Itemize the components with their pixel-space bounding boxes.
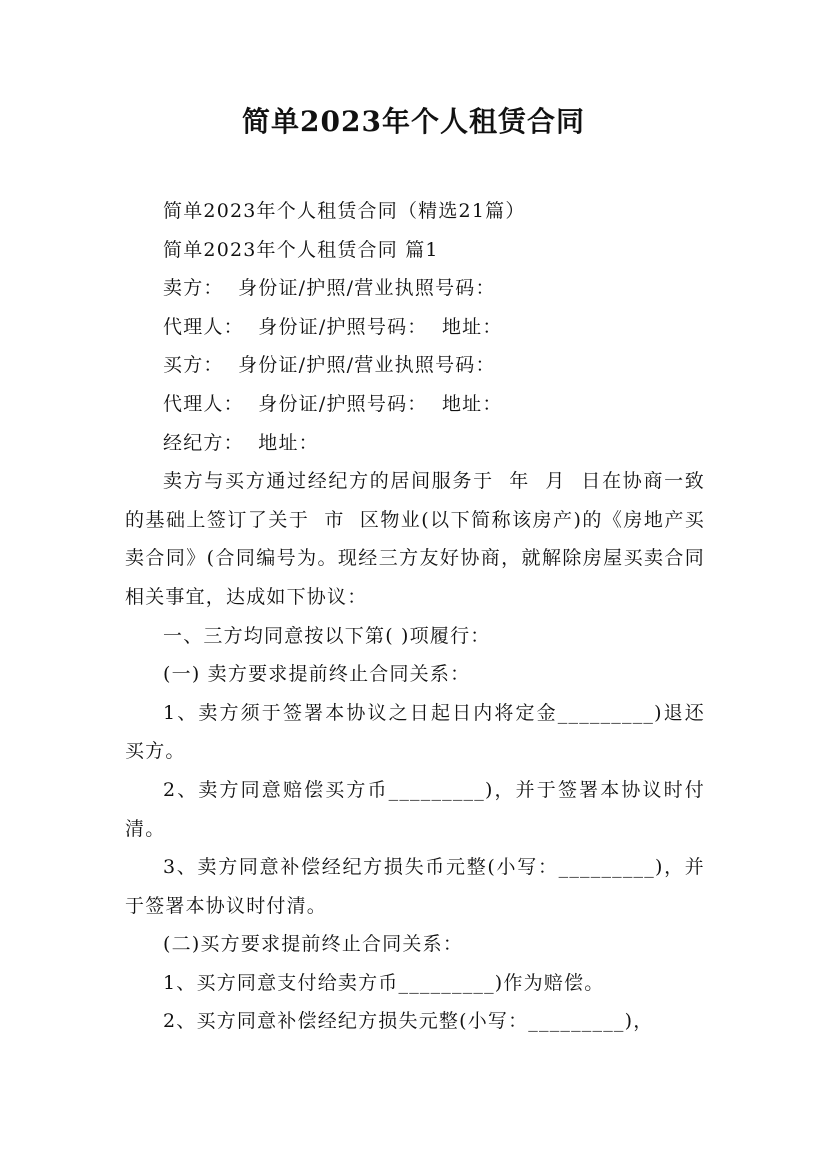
- paragraph-buyer-item-1: 1、买方同意支付给卖方币_________)作为赔偿。: [163, 971, 605, 994]
- paragraph-clause-1: 一、三方均同意按以下第( )项履行：: [163, 624, 491, 647]
- paragraph-seller-item-3: 3、卖方同意补偿经纪方损失币元整(小写：_________)，并于签署本协议时付清。: [125, 856, 705, 917]
- paragraph-seller-termination: (一) 卖方要求提前终止合同关系：: [163, 663, 471, 686]
- document-title: 简单2023年个人租赁合同: [242, 105, 585, 138]
- paragraph-seller-item-2: 2、卖方同意赔偿买方币_________)，并于签署本协议时付清。: [125, 778, 705, 840]
- paragraph-seller-agent: 代理人： 身份证/护照号码： 地址：: [163, 315, 503, 338]
- paragraph-seller: 卖方： 身份证/护照/营业执照号码：: [163, 277, 496, 300]
- paragraph-subtitle: 简单2023年个人租赁合同（精选21篇）: [163, 200, 526, 222]
- document-body: [125, 192, 705, 1041]
- paragraph-buyer: 买方： 身份证/护照/营业执照号码：: [163, 354, 496, 377]
- paragraph-preamble: 卖方与买方通过经纪方的居间服务于 年 月 日在协商一致的基础上签订了关于 市 区物业(以下简称该房产)的《房地产买卖合同》(合同编号为。现经三方友好协商，就解除房屋买卖合同相关事宜，达成如下协议：: [125, 470, 705, 608]
- paragraph-broker: 经纪方： 地址：: [163, 431, 319, 454]
- paragraph-seller-item-1: 1、卖方须于签署本协议之日起日内将定金_________)退还买方。: [125, 701, 705, 763]
- paragraph-buyer-agent: 代理人： 身份证/护照号码： 地址：: [163, 392, 503, 415]
- paragraph-buyer-termination: (二)买方要求提前终止合同关系：: [163, 933, 464, 956]
- paragraph-buyer-item-2: 2、买方同意补偿经纪方损失元整(小写：_________)，: [163, 1010, 654, 1033]
- paragraph-section-heading: 简单2023年个人租赁合同 篇1: [163, 238, 439, 261]
